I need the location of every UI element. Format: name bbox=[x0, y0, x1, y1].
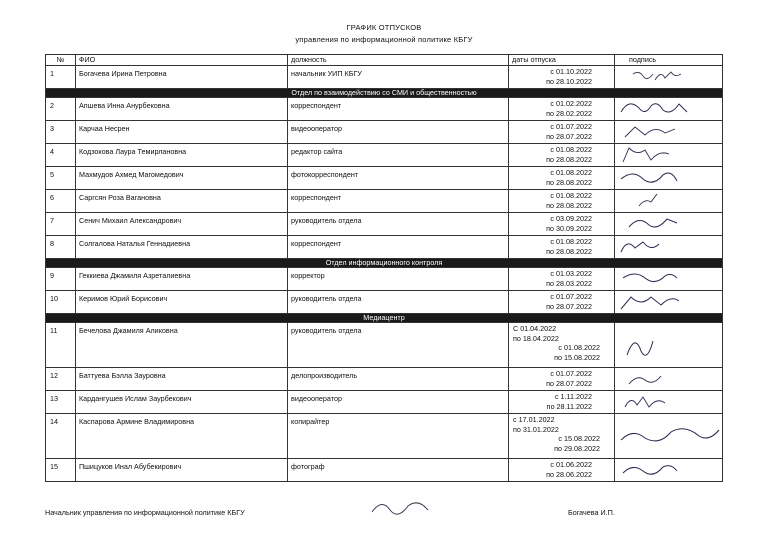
row-num: 14 bbox=[46, 414, 76, 459]
date-to: по 18.04.2022 bbox=[513, 333, 559, 343]
row-dates bbox=[509, 368, 615, 391]
header-row bbox=[46, 55, 723, 66]
row-num: 4 bbox=[46, 144, 76, 167]
row-dates bbox=[509, 121, 615, 144]
date-to: по 28.07.2022 bbox=[546, 378, 592, 388]
signature bbox=[615, 190, 723, 213]
date-from: с 01.06.2022 bbox=[550, 460, 592, 469]
row-position: начальник УИП КБГУ bbox=[288, 66, 509, 89]
signature bbox=[615, 323, 723, 368]
date-from: с 01.08.2022 bbox=[558, 343, 600, 352]
row-name: Солгалова Наталья Геннадиевна bbox=[76, 236, 288, 259]
row-num: 12 bbox=[46, 368, 76, 391]
signature bbox=[615, 98, 723, 121]
date-from: с 15.08.2022 bbox=[558, 434, 600, 443]
date-to: по 28.03.2022 bbox=[546, 278, 592, 288]
table-row bbox=[46, 98, 723, 121]
table-row bbox=[46, 368, 723, 391]
row-dates bbox=[509, 291, 615, 314]
date-to: по 29.08.2022 bbox=[554, 443, 600, 453]
row-num: 13 bbox=[46, 391, 76, 414]
row-num: 10 bbox=[46, 291, 76, 314]
row-num: 3 bbox=[46, 121, 76, 144]
table-row bbox=[46, 213, 723, 236]
date-to: по 28.07.2022 bbox=[546, 301, 592, 311]
row-dates bbox=[509, 190, 615, 213]
row-num: 8 bbox=[46, 236, 76, 259]
row-name: Саргсян Роза Вагановна bbox=[76, 190, 288, 213]
date-from: с 01.02.2022 bbox=[550, 99, 592, 108]
row-num: 15 bbox=[46, 459, 76, 482]
row-position: редактор сайта bbox=[288, 144, 509, 167]
row-position: фотокорреспондент bbox=[288, 167, 509, 190]
section-title: Отдел по взаимодействию со СМИ и общественностью bbox=[46, 89, 723, 98]
signature bbox=[615, 213, 723, 236]
row-position: видеооператор bbox=[288, 391, 509, 414]
row-dates bbox=[509, 323, 615, 368]
table-row bbox=[46, 121, 723, 144]
signature bbox=[615, 268, 723, 291]
row-name: Баттуева Бэлла Зауровна bbox=[76, 368, 288, 391]
header-signature: подпись bbox=[615, 55, 723, 66]
row-name: Карчаа Несрен bbox=[76, 121, 288, 144]
row-name: Пшицуков Инал Абубекирович bbox=[76, 459, 288, 482]
section-header bbox=[46, 314, 723, 323]
section-title: Отдел информационного контроля bbox=[46, 259, 723, 268]
page-title: ГРАФИК ОТПУСКОВ bbox=[346, 23, 422, 32]
row-position: видеооператор bbox=[288, 121, 509, 144]
row-name: Богачева Ирина Петровна bbox=[76, 66, 288, 89]
row-name: Апшева Инна Анурбековна bbox=[76, 98, 288, 121]
date-from: с 1.11.2022 bbox=[554, 392, 592, 401]
date-to: по 28.06.2022 bbox=[546, 469, 592, 479]
signature bbox=[615, 391, 723, 414]
table-row bbox=[46, 144, 723, 167]
row-name: Кодзокова Лаура Темирлановна bbox=[76, 144, 288, 167]
date-to: по 28.11.2022 bbox=[546, 401, 592, 411]
row-position: фотограф bbox=[288, 459, 509, 482]
table-row bbox=[46, 268, 723, 291]
signature bbox=[615, 414, 723, 459]
date-to: по 28.10.2022 bbox=[546, 76, 592, 86]
date-from: с 01.08.2022 bbox=[550, 145, 592, 154]
row-name: Керимов Юрий Борисович bbox=[76, 291, 288, 314]
date-to: по 30.09.2022 bbox=[546, 223, 592, 233]
footer-right: Богачева И.П. bbox=[568, 508, 615, 517]
date-from: с 01.08.2022 bbox=[550, 191, 592, 200]
row-dates bbox=[509, 459, 615, 482]
date-from: с 01.10.2022 bbox=[550, 67, 592, 76]
header-dates: даты отпуска bbox=[509, 55, 615, 66]
header-position: должность bbox=[288, 55, 509, 66]
row-num: 9 bbox=[46, 268, 76, 291]
row-num: 7 bbox=[46, 213, 76, 236]
row-position: руководитель отдела bbox=[288, 291, 509, 314]
date-from: с 01.08.2022 bbox=[550, 168, 592, 177]
row-name: Каспарова Армине Владимировна bbox=[76, 414, 288, 459]
row-position: корректор bbox=[288, 268, 509, 291]
date-from: с 03.09.2022 bbox=[550, 214, 592, 223]
signature bbox=[615, 368, 723, 391]
table-row bbox=[46, 190, 723, 213]
row-dates bbox=[509, 236, 615, 259]
date-from: С 01.04.2022 bbox=[513, 324, 557, 333]
section-title: Медиацентр bbox=[46, 314, 723, 323]
table-row bbox=[46, 66, 723, 89]
signature bbox=[615, 459, 723, 482]
date-to: по 28.08.2022 bbox=[546, 246, 592, 256]
row-dates bbox=[509, 391, 615, 414]
row-position: корреспондент bbox=[288, 236, 509, 259]
table-row bbox=[46, 167, 723, 190]
row-position: корреспондент bbox=[288, 190, 509, 213]
row-position: руководитель отдела bbox=[288, 323, 509, 368]
date-from: с 01.07.2022 bbox=[550, 369, 592, 378]
date-to: по 28.08.2022 bbox=[546, 154, 592, 164]
table-row bbox=[46, 323, 723, 368]
signature bbox=[615, 66, 723, 89]
table-row bbox=[46, 459, 723, 482]
row-position: корреспондент bbox=[288, 98, 509, 121]
date-from: с 01.07.2022 bbox=[550, 122, 592, 131]
date-from: с 01.07.2022 bbox=[550, 292, 592, 301]
row-dates bbox=[509, 414, 615, 459]
date-to: по 28.08.2022 bbox=[546, 200, 592, 210]
row-dates bbox=[509, 144, 615, 167]
page-subtitle: управления по информационной политике КБГУ bbox=[295, 35, 473, 44]
section-header bbox=[46, 89, 723, 98]
signature bbox=[615, 167, 723, 190]
signature bbox=[615, 144, 723, 167]
table-row bbox=[46, 291, 723, 314]
table-row bbox=[46, 391, 723, 414]
row-dates bbox=[509, 66, 615, 89]
date-to: по 28.07.2022 bbox=[546, 131, 592, 141]
row-num: 5 bbox=[46, 167, 76, 190]
row-name: Геккиева Джамиля Азреталиевна bbox=[76, 268, 288, 291]
row-dates bbox=[509, 268, 615, 291]
date-to: по 28.02.2022 bbox=[546, 108, 592, 118]
date-from: с 01.03.2022 bbox=[550, 269, 592, 278]
header-name: ФИО bbox=[76, 55, 288, 66]
row-position: копирайтер bbox=[288, 414, 509, 459]
row-position: делопроизводитель bbox=[288, 368, 509, 391]
row-num: 1 bbox=[46, 66, 76, 89]
row-name: Кардангушев Ислам Заурбекович bbox=[76, 391, 288, 414]
row-dates bbox=[509, 213, 615, 236]
footer-left: Начальник управления по информационной политике КБГУ bbox=[45, 508, 245, 517]
date-to: по 31.01.2022 bbox=[513, 424, 559, 434]
row-num: 6 bbox=[46, 190, 76, 213]
row-dates bbox=[509, 98, 615, 121]
date-from: с 17.01.2022 bbox=[513, 415, 555, 424]
table-row bbox=[46, 236, 723, 259]
row-num: 2 bbox=[46, 98, 76, 121]
signature bbox=[615, 121, 723, 144]
date-to: по 28.08.2022 bbox=[546, 177, 592, 187]
header-num: № bbox=[46, 55, 76, 66]
date-to: по 15.08.2022 bbox=[554, 352, 600, 362]
row-name: Махмудов Ахмед Магомедович bbox=[76, 167, 288, 190]
date-from: с 01.08.2022 bbox=[550, 237, 592, 246]
row-position: руководитель отдела bbox=[288, 213, 509, 236]
signature bbox=[615, 291, 723, 314]
row-name: Сенич Михаил Александрович bbox=[76, 213, 288, 236]
signature bbox=[615, 236, 723, 259]
section-header bbox=[46, 259, 723, 268]
table-row bbox=[46, 414, 723, 459]
row-dates bbox=[509, 167, 615, 190]
row-name: Бечелова Джамиля Аликовна bbox=[76, 323, 288, 368]
vacation-table bbox=[45, 54, 723, 482]
footer-signature bbox=[368, 494, 438, 524]
row-num: 11 bbox=[46, 323, 76, 368]
